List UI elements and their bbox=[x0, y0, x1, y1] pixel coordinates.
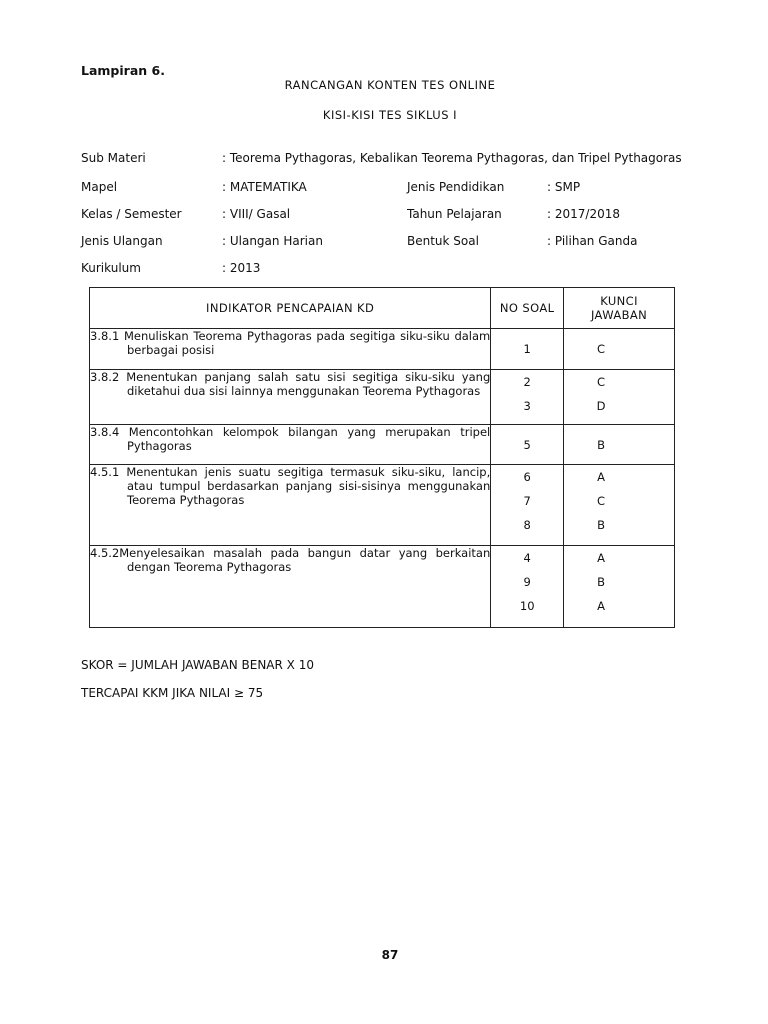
kunci-jawaban-cell bbox=[564, 329, 675, 370]
sub-materi-value: : Teorema Pythagoras, Kebalikan Teorema Pythagoras, dan Tripel Pythagoras bbox=[222, 151, 682, 165]
table-header-row bbox=[90, 288, 675, 329]
question-number: 3 bbox=[523, 399, 531, 413]
kurikulum-label: Kurikulum bbox=[81, 261, 141, 275]
appendix-label: Lampiran 6. bbox=[81, 63, 165, 78]
table-row bbox=[90, 370, 675, 425]
answer-key: C bbox=[597, 494, 606, 508]
kelas-label: Kelas / Semester bbox=[81, 207, 182, 221]
indikator-text: 3.8.4 Mencontohkan kelompok bilangan yang merupakan tripel Pythagoras bbox=[90, 425, 491, 453]
skor-formula: SKOR = JUMLAH JAWABAN BENAR X 10 bbox=[81, 658, 314, 672]
header-no-soal: NO SOAL bbox=[491, 288, 564, 329]
jenis-ulangan-value: : Ulangan Harian bbox=[222, 234, 323, 248]
kunci-jawaban-cell bbox=[564, 370, 675, 425]
kisi-kisi-table bbox=[89, 287, 675, 628]
table-row bbox=[90, 425, 675, 465]
header-kunci-line2: JAWABAN bbox=[590, 308, 648, 322]
question-number: 2 bbox=[523, 375, 531, 389]
kunci-jawaban-cell bbox=[564, 425, 675, 465]
question-number: 9 bbox=[523, 575, 531, 589]
indikator-text: 3.8.2 Menentukan panjang salah satu sisi segitiga siku-siku yang diketahui dua sisi lainnya menggunakan Teorema Pythagoras bbox=[90, 370, 491, 398]
indikator-cell bbox=[90, 425, 491, 465]
table-row bbox=[90, 329, 675, 370]
no-soal-cell bbox=[491, 425, 564, 465]
no-soal-cell bbox=[491, 465, 564, 546]
question-number: 7 bbox=[523, 494, 531, 508]
sub-materi-label: Sub Materi bbox=[81, 151, 146, 165]
answer-key: A bbox=[597, 599, 605, 613]
bentuk-soal-label: Bentuk Soal bbox=[407, 234, 479, 248]
mapel-value: : MATEMATIKA bbox=[222, 180, 307, 194]
kunci-jawaban-cell bbox=[564, 465, 675, 546]
kunci-jawaban-cell bbox=[564, 546, 675, 628]
kelas-value: : VIII/ Gasal bbox=[222, 207, 291, 221]
table-row bbox=[90, 546, 675, 628]
document-title: RANCANGAN KONTEN TES ONLINE bbox=[284, 78, 496, 92]
table-row bbox=[90, 465, 675, 546]
answer-key: C bbox=[597, 375, 606, 389]
indikator-cell bbox=[90, 370, 491, 425]
document-subtitle: KISI-KISI TES SIKLUS I bbox=[322, 108, 458, 122]
indikator-cell bbox=[90, 546, 491, 628]
question-number: 6 bbox=[523, 470, 531, 484]
no-soal-cell bbox=[491, 370, 564, 425]
answer-key: C bbox=[597, 342, 606, 356]
indikator-cell bbox=[90, 329, 491, 370]
indikator-text: 4.5.2Menyelesaikan masalah pada bangun datar yang berkaitan dengan Teorema Pythagoras bbox=[90, 546, 491, 574]
jenis-pendidikan-label: Jenis Pendidikan bbox=[407, 180, 505, 194]
jenis-ulangan-label: Jenis Ulangan bbox=[81, 234, 163, 248]
kkm-criteria: TERCAPAI KKM JIKA NILAI ≥ 75 bbox=[81, 686, 264, 700]
tahun-label: Tahun Pelajaran bbox=[407, 207, 502, 221]
indikator-cell bbox=[90, 465, 491, 546]
header-indikator: INDIKATOR PENCAPAIAN KD bbox=[90, 288, 491, 329]
question-number: 4 bbox=[523, 551, 531, 565]
question-number: 5 bbox=[523, 438, 531, 452]
indikator-text: 4.5.1 Menentukan jenis suatu segitiga termasuk siku-siku, lancip, atau tumpul berdasarkan panjang sisi-sisinya menggunakan Teorema Pythagoras bbox=[90, 465, 491, 507]
page-number: 87 bbox=[381, 948, 399, 962]
bentuk-soal-value: : Pilihan Ganda bbox=[547, 234, 638, 248]
answer-key: B bbox=[597, 575, 606, 589]
indikator-text: 3.8.1 Menuliskan Teorema Pythagoras pada segitiga siku-siku dalam berbagai posisi bbox=[90, 329, 491, 357]
no-soal-cell bbox=[491, 546, 564, 628]
answer-key: A bbox=[597, 470, 605, 484]
mapel-label: Mapel bbox=[81, 180, 118, 194]
question-number: 8 bbox=[523, 518, 531, 532]
question-number: 10 bbox=[519, 599, 535, 613]
answer-key: D bbox=[596, 399, 606, 413]
tahun-value: : 2017/2018 bbox=[547, 207, 620, 221]
header-kunci-line1: KUNCI bbox=[600, 294, 638, 308]
answer-key: B bbox=[597, 518, 606, 532]
jenis-pendidikan-value: : SMP bbox=[547, 180, 581, 194]
answer-key: A bbox=[597, 551, 605, 565]
question-number: 1 bbox=[523, 342, 531, 356]
kurikulum-value: : 2013 bbox=[222, 261, 261, 275]
no-soal-cell bbox=[491, 329, 564, 370]
header-kunci-jawaban bbox=[564, 288, 675, 329]
answer-key: B bbox=[597, 438, 606, 452]
